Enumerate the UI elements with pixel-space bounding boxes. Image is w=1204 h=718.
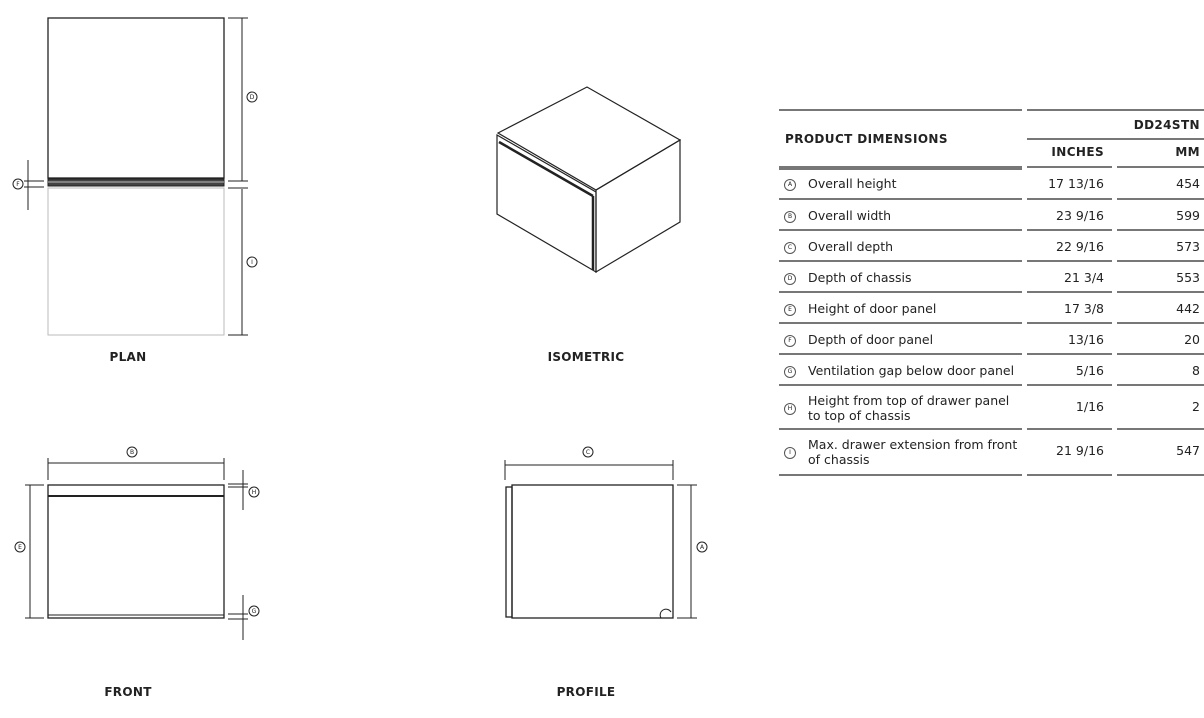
inches-value: 1/16 (1075, 399, 1104, 414)
table-row (779, 384, 1204, 428)
isometric-view (497, 87, 680, 272)
mm-value: 547 (1176, 443, 1200, 458)
table-row (779, 198, 1204, 229)
table-row (779, 322, 1204, 353)
dimension-key-icon: E (784, 304, 796, 316)
table-row (779, 260, 1204, 291)
isometric-caption: ISOMETRIC (547, 350, 625, 364)
table-row (779, 291, 1204, 322)
table-row (779, 166, 1204, 198)
profile-view (505, 447, 707, 618)
table-title: PRODUCT DIMENSIONS (785, 132, 948, 146)
table-row (779, 353, 1204, 384)
dim-label-e: E (18, 544, 22, 551)
dimension-label: Height of door panel (808, 301, 937, 316)
dimension-key-icon: H (784, 403, 796, 415)
dimension-label: Overall width (808, 208, 892, 223)
table-header (779, 109, 1204, 166)
mm-value: 20 (1184, 332, 1200, 347)
dim-label-b: B (129, 449, 135, 456)
dim-label-c: C (585, 449, 591, 456)
inches-value: 17 3/8 (1064, 301, 1104, 316)
front-caption: FRONT (104, 685, 152, 699)
inches-value: 21 3/4 (1064, 270, 1104, 285)
inches-value: 21 9/16 (1056, 443, 1104, 458)
mm-value: 2 (1192, 399, 1200, 414)
mm-value: 573 (1176, 239, 1200, 254)
dimension-label: Ventilation gap below door panel (808, 363, 1015, 378)
inches-value: 23 9/16 (1056, 208, 1104, 223)
mm-value: 442 (1176, 301, 1200, 316)
dimension-label: Max. drawer extension from front of chassis (808, 437, 1018, 467)
dim-label-g: G (251, 608, 257, 615)
dimension-key-icon: A (784, 179, 796, 191)
profile-caption: PROFILE (556, 685, 616, 699)
dim-label-a: A (699, 544, 705, 551)
inches-value: 17 13/16 (1048, 176, 1104, 191)
inches-header: INCHES (1051, 145, 1104, 159)
dimension-key-icon: F (784, 335, 796, 347)
inches-value: 22 9/16 (1056, 239, 1104, 254)
mm-value: 599 (1176, 208, 1200, 223)
table-row (779, 428, 1204, 472)
dimension-key-icon: C (784, 242, 796, 254)
model-header: DD24STN (1133, 118, 1200, 132)
table-row (779, 229, 1204, 260)
dimension-label: Overall height (808, 176, 897, 191)
dimension-label: Overall depth (808, 239, 894, 254)
dimension-key-icon: D (784, 273, 796, 285)
dimension-label: Depth of chassis (808, 270, 912, 285)
front-view (15, 447, 259, 640)
inches-value: 5/16 (1075, 363, 1104, 378)
dimension-label: Depth of door panel (808, 332, 934, 347)
plan-view (13, 18, 257, 335)
dim-label-i: I (251, 259, 253, 266)
dim-label-f: F (16, 181, 20, 188)
dimension-key-icon: B (784, 211, 796, 223)
dimension-label: Height from top of drawer panel to top of chassis (808, 393, 1010, 423)
plan-caption: PLAN (109, 350, 147, 364)
mm-header: MM (1175, 145, 1200, 159)
mm-value: 8 (1192, 363, 1200, 378)
inches-value: 13/16 (1067, 332, 1104, 347)
dim-label-h: H (251, 489, 257, 496)
dim-label-d: D (249, 94, 255, 101)
mm-value: 553 (1176, 270, 1200, 285)
mm-value: 454 (1176, 176, 1200, 191)
dimension-key-icon: G (784, 366, 796, 378)
dimension-key-icon: I (784, 447, 796, 459)
